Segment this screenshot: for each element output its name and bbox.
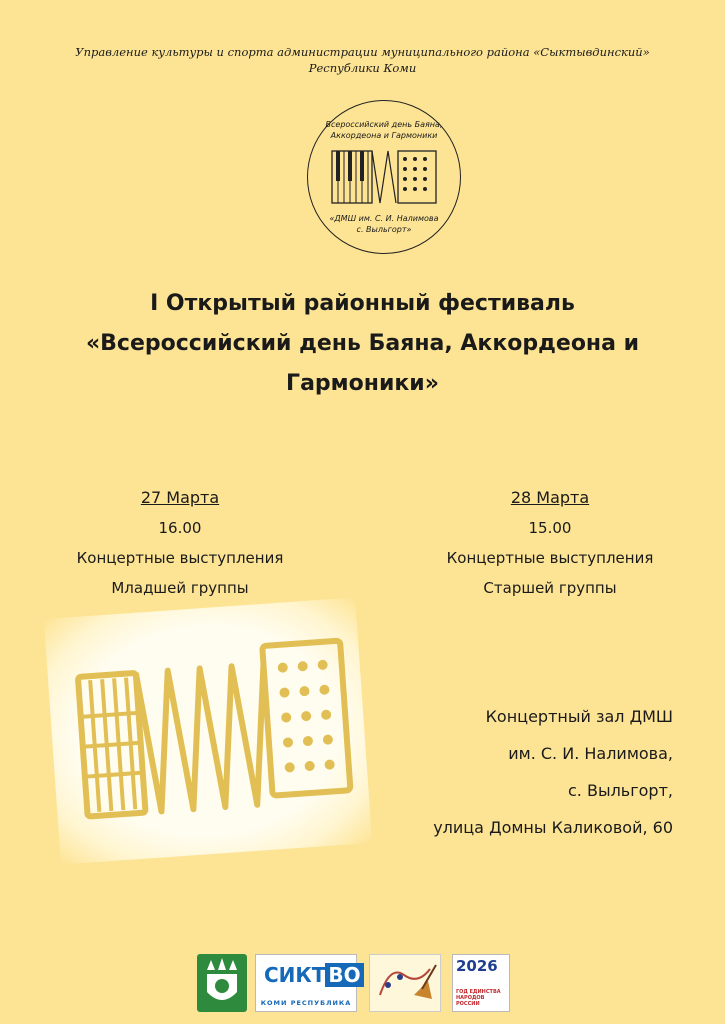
organizer-line-1: Управление культуры и спорта администрации муниципального района «Сыктывдинский» [75,45,650,59]
organizer-header [0,44,725,76]
logo-bottom-line-2: с. Выльгорт» [356,225,412,234]
sikt-main-text: СИКТ [264,963,326,987]
sikt-wordmark [264,963,364,987]
event-senior [415,483,685,603]
siktyvdin-logo [255,954,361,1012]
organizer-line-2: Республики Коми [308,61,417,75]
venue-line-1: Концертный зал ДМШ [485,707,673,726]
sikt-vo-text: ВО [325,963,363,987]
festival-title [0,284,725,404]
year-number: 2026 [456,957,498,975]
logo-bottom-line-1: «ДМШ им. С. И. Налимова [329,214,439,223]
district-coat-of-arms [197,954,247,1012]
partner-logos [0,954,725,1012]
title-line-1: I Открытый районный фестиваль [150,291,575,316]
venue-address [313,698,673,846]
logo-top-line-1: Всероссийский день Баяна, [325,120,443,129]
event-date: 27 Марта [140,488,220,507]
sikt-subtitle: КОМИ РЕСПУБЛИКА [260,999,352,1007]
festival-logo [307,100,461,254]
event-junior [45,483,315,603]
event-group: Младшей группы [111,579,249,597]
year-of-unity-logo [452,954,510,1012]
logo-top-line-2: Аккордеона и Гармоники [330,131,438,140]
year-caption: ГОД ЕДИНСТВА НАРОДОВ РОССИИ [456,989,501,1007]
logo-top-text [308,119,460,141]
event-time: 15.00 [528,519,572,537]
event-group: Старшей группы [483,579,617,597]
logo-bottom-text [308,213,460,235]
music-school-logo [369,954,441,1012]
event-time: 16.00 [158,519,202,537]
music-instrument-icon [370,955,442,1013]
accordion-icon [330,147,440,207]
coat-of-arms-icon [197,954,247,1012]
event-description: Концертные выступления [446,549,654,567]
venue-line-2: им. С. И. Налимова, [508,744,673,763]
title-line-2: «Всероссийский день Баяна, Аккордеона и [85,331,640,356]
title-line-3: Гармоники» [286,371,439,396]
event-date: 28 Марта [510,488,590,507]
venue-line-3: с. Выльгорт, [568,781,673,800]
event-description: Концертные выступления [76,549,284,567]
venue-line-4: улица Домны Каликовой, 60 [433,818,673,837]
